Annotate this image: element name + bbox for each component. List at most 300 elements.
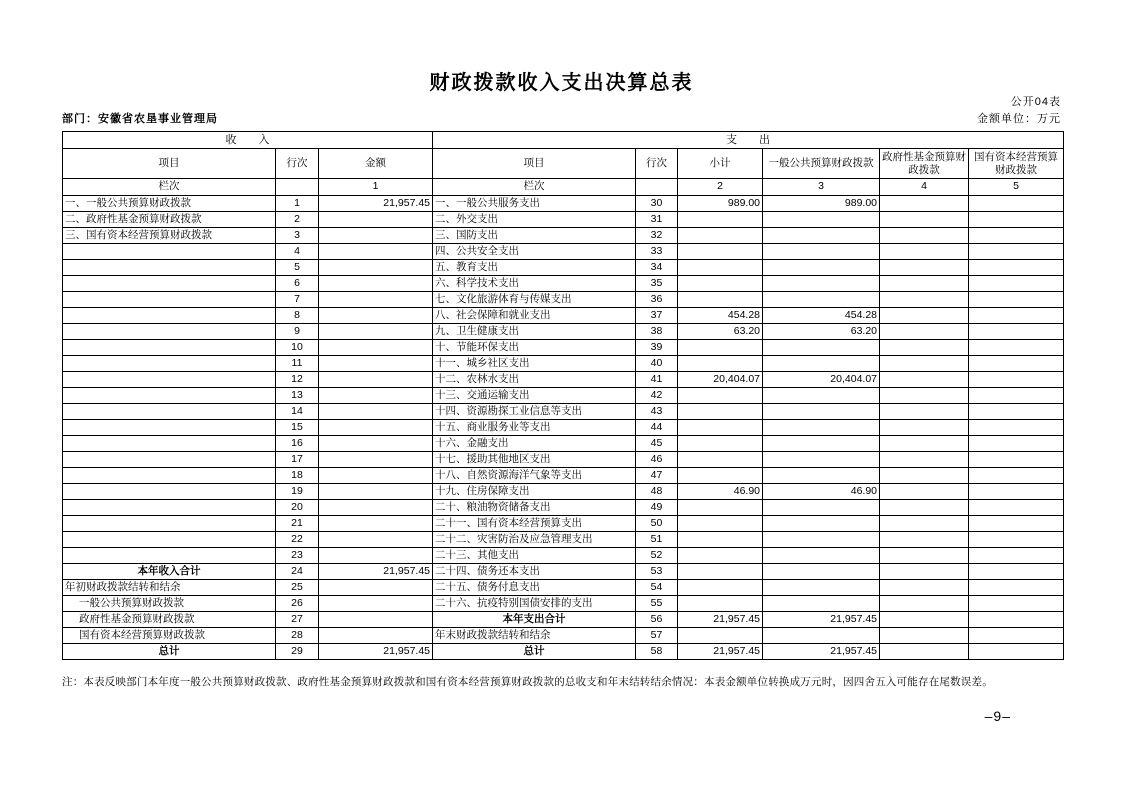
expense-subtotal-cell <box>678 260 763 276</box>
expense-govfund-cell <box>880 596 969 612</box>
expense-item-cell: 十二、农林水支出 <box>433 372 636 388</box>
expense-subtotal-cell: 63.20 <box>678 324 763 340</box>
income-item-cell: 国有资本经营预算财政拨款 <box>63 628 276 644</box>
expense-lanci-general-num: 3 <box>763 179 880 196</box>
table-row <box>63 580 1064 596</box>
expense-line-cell: 55 <box>636 596 678 612</box>
income-amount-cell <box>319 612 433 628</box>
expense-item-cell: 十四、资源勘探工业信息等支出 <box>433 404 636 420</box>
income-item-cell: 政府性基金预算财政拨款 <box>63 612 276 628</box>
expense-item-cell: 三、国防支出 <box>433 228 636 244</box>
table-row <box>63 324 1064 340</box>
expense-govfund-cell <box>880 580 969 596</box>
expense-subtotal-cell <box>678 388 763 404</box>
expense-general-cell: 21,957.45 <box>763 644 880 660</box>
income-amount-cell <box>319 356 433 372</box>
expense-statecap-cell <box>969 596 1064 612</box>
expense-general-cell <box>763 516 880 532</box>
expense-govfund-cell <box>880 308 969 324</box>
expense-govfund-cell <box>880 532 969 548</box>
table-row <box>63 212 1064 228</box>
expense-statecap-cell <box>969 468 1064 484</box>
expense-govfund-budget-header: 政府性基金预算财政拨款 <box>880 149 969 179</box>
expense-statecap-cell <box>969 436 1064 452</box>
expense-statecap-cell <box>969 244 1064 260</box>
income-item-cell <box>63 436 276 452</box>
expense-lanci-statecap-num: 5 <box>969 179 1064 196</box>
income-item-cell <box>63 468 276 484</box>
expense-statecap-cell <box>969 308 1064 324</box>
income-lanci-amount-num: 1 <box>319 179 433 196</box>
expense-subtotal-cell <box>678 500 763 516</box>
income-line-cell: 15 <box>276 420 319 436</box>
amount-unit-label: 金额单位：万元 <box>977 113 1061 125</box>
section-header-row <box>63 132 1064 149</box>
expense-statecap-cell <box>969 340 1064 356</box>
expense-subtotal-cell <box>678 212 763 228</box>
income-amount-cell <box>319 580 433 596</box>
expense-line-cell: 52 <box>636 548 678 564</box>
expense-general-cell: 454.28 <box>763 308 880 324</box>
expense-line-cell: 49 <box>636 500 678 516</box>
expense-item-cell: 十一、城乡社区支出 <box>433 356 636 372</box>
expenditure-section-header: 支 出 <box>433 132 1064 149</box>
expense-line-cell: 41 <box>636 372 678 388</box>
expense-line-cell: 32 <box>636 228 678 244</box>
expense-statecap-cell <box>969 228 1064 244</box>
expense-item-cell: 十三、交通运输支出 <box>433 388 636 404</box>
income-item-cell <box>63 484 276 500</box>
expense-govfund-cell <box>880 276 969 292</box>
income-line-cell: 2 <box>276 212 319 228</box>
income-line-cell: 6 <box>276 276 319 292</box>
expense-subtotal-cell: 989.00 <box>678 196 763 212</box>
expense-govfund-cell <box>880 292 969 308</box>
table-row <box>63 372 1064 388</box>
expense-line-cell: 46 <box>636 452 678 468</box>
expense-general-cell <box>763 452 880 468</box>
expense-subtotal-cell <box>678 420 763 436</box>
table-row <box>63 484 1064 500</box>
income-line-cell: 19 <box>276 484 319 500</box>
expense-statecap-cell <box>969 532 1064 548</box>
expense-subtotal-cell <box>678 548 763 564</box>
table-row <box>63 356 1064 372</box>
expense-statecap-cell <box>969 356 1064 372</box>
expense-line-cell: 39 <box>636 340 678 356</box>
expense-line-cell: 50 <box>636 516 678 532</box>
income-line-header: 行次 <box>276 149 319 179</box>
income-line-cell: 3 <box>276 228 319 244</box>
income-amount-cell <box>319 324 433 340</box>
table-row <box>63 468 1064 484</box>
expense-item-cell: 十、节能环保支出 <box>433 340 636 356</box>
income-amount-cell: 21,957.45 <box>319 564 433 580</box>
expense-lanci-subtotal-num: 2 <box>678 179 763 196</box>
expense-item-cell: 九、卫生健康支出 <box>433 324 636 340</box>
expense-line-cell: 38 <box>636 324 678 340</box>
expense-lanci-line-blank <box>636 179 678 196</box>
income-line-cell: 23 <box>276 548 319 564</box>
expense-line-cell: 56 <box>636 612 678 628</box>
expense-govfund-cell <box>880 548 969 564</box>
table-row <box>63 452 1064 468</box>
income-item-cell: 年初财政拨款结转和结余 <box>63 580 276 596</box>
expense-govfund-cell <box>880 484 969 500</box>
expense-general-cell <box>763 532 880 548</box>
expense-item-cell: 六、科学技术支出 <box>433 276 636 292</box>
table-row <box>63 196 1064 212</box>
expense-item-cell: 十六、金融支出 <box>433 436 636 452</box>
expense-line-cell: 54 <box>636 580 678 596</box>
page-number: –9– <box>984 708 1011 724</box>
expense-item-cell: 七、文化旅游体育与传媒支出 <box>433 292 636 308</box>
doc-code-label: 公开04表 <box>1010 96 1061 108</box>
expense-statecap-cell <box>969 452 1064 468</box>
expense-statecap-cell <box>969 292 1064 308</box>
expense-line-cell: 58 <box>636 644 678 660</box>
income-amount-cell <box>319 532 433 548</box>
income-line-cell: 7 <box>276 292 319 308</box>
expense-govfund-cell <box>880 644 969 660</box>
expense-subtotal-cell <box>678 340 763 356</box>
income-item-cell <box>63 372 276 388</box>
expense-statecap-cell <box>969 388 1064 404</box>
expense-statecap-cell <box>969 580 1064 596</box>
income-item-cell <box>63 292 276 308</box>
expense-line-cell: 45 <box>636 436 678 452</box>
income-amount-cell <box>319 404 433 420</box>
expense-subtotal-cell <box>678 292 763 308</box>
expense-general-cell <box>763 276 880 292</box>
expense-general-cell: 63.20 <box>763 324 880 340</box>
expense-subtotal-cell <box>678 452 763 468</box>
expense-item-cell: 年末财政拨款结转和结余 <box>433 628 636 644</box>
income-item-cell <box>63 500 276 516</box>
expense-item-cell: 一、一般公共服务支出 <box>433 196 636 212</box>
income-amount-cell <box>319 500 433 516</box>
expense-item-cell: 二十四、债务还本支出 <box>433 564 636 580</box>
expense-subtotal-cell <box>678 596 763 612</box>
expense-general-cell <box>763 228 880 244</box>
expense-line-cell: 31 <box>636 212 678 228</box>
expense-line-cell: 44 <box>636 420 678 436</box>
expense-subtotal-header: 小计 <box>678 149 763 179</box>
expense-statecap-cell <box>969 500 1064 516</box>
expense-general-cell <box>763 356 880 372</box>
table-row <box>63 340 1064 356</box>
expense-statecap-cell <box>969 372 1064 388</box>
expense-line-cell: 37 <box>636 308 678 324</box>
expense-govfund-cell <box>880 452 969 468</box>
expense-statecap-cell <box>969 260 1064 276</box>
income-item-cell: 一般公共预算财政拨款 <box>63 596 276 612</box>
income-line-cell: 18 <box>276 468 319 484</box>
expense-line-cell: 35 <box>636 276 678 292</box>
expense-subtotal-cell <box>678 228 763 244</box>
income-amount-cell: 21,957.45 <box>319 196 433 212</box>
income-amount-cell <box>319 596 433 612</box>
expense-line-cell: 51 <box>636 532 678 548</box>
income-item-cell <box>63 324 276 340</box>
expense-general-cell <box>763 292 880 308</box>
expense-statecap-cell <box>969 196 1064 212</box>
income-item-cell: 二、政府性基金预算财政拨款 <box>63 212 276 228</box>
expense-statecap-cell <box>969 212 1064 228</box>
income-item-cell: 本年收入合计 <box>63 564 276 580</box>
expense-line-cell: 47 <box>636 468 678 484</box>
expense-subtotal-cell <box>678 436 763 452</box>
income-amount-cell <box>319 468 433 484</box>
table-row <box>63 612 1064 628</box>
expense-general-cell <box>763 500 880 516</box>
income-amount-cell <box>319 308 433 324</box>
expense-subtotal-cell <box>678 628 763 644</box>
expense-item-cell: 八、社会保障和就业支出 <box>433 308 636 324</box>
expense-lanci-label: 栏次 <box>433 179 636 196</box>
expense-general-cell <box>763 468 880 484</box>
income-line-cell: 4 <box>276 244 319 260</box>
expense-item-header: 项目 <box>433 149 636 179</box>
income-line-cell: 17 <box>276 452 319 468</box>
expense-subtotal-cell <box>678 532 763 548</box>
expense-subtotal-cell <box>678 356 763 372</box>
table-row <box>63 564 1064 580</box>
expense-item-cell: 二十二、灾害防治及应急管理支出 <box>433 532 636 548</box>
expense-subtotal-cell: 21,957.45 <box>678 644 763 660</box>
expense-line-cell: 57 <box>636 628 678 644</box>
income-amount-cell <box>319 276 433 292</box>
income-amount-cell <box>319 244 433 260</box>
expense-subtotal-cell <box>678 564 763 580</box>
table-row <box>63 388 1064 404</box>
expense-subtotal-cell <box>678 404 763 420</box>
table-row <box>63 420 1064 436</box>
expense-statecap-cell <box>969 644 1064 660</box>
table-row <box>63 596 1064 612</box>
income-line-cell: 20 <box>276 500 319 516</box>
expense-item-cell: 十七、援助其他地区支出 <box>433 452 636 468</box>
income-line-cell: 9 <box>276 324 319 340</box>
expense-govfund-cell <box>880 324 969 340</box>
table-row <box>63 436 1064 452</box>
expense-line-cell: 36 <box>636 292 678 308</box>
income-amount-cell <box>319 260 433 276</box>
column-number-row <box>63 179 1064 196</box>
expense-govfund-cell <box>880 420 969 436</box>
expense-statecap-cell <box>969 324 1064 340</box>
expense-statecap-cell <box>969 548 1064 564</box>
income-line-cell: 10 <box>276 340 319 356</box>
income-amount-cell <box>319 340 433 356</box>
expense-subtotal-cell: 20,404.07 <box>678 372 763 388</box>
expense-statecap-cell <box>969 484 1064 500</box>
table-row <box>63 644 1064 660</box>
expense-general-cell <box>763 212 880 228</box>
table-row <box>63 244 1064 260</box>
income-item-cell <box>63 356 276 372</box>
expense-govfund-cell <box>880 628 969 644</box>
table-body <box>63 196 1064 660</box>
expense-general-cell <box>763 564 880 580</box>
expense-govfund-cell <box>880 436 969 452</box>
income-amount-cell <box>319 436 433 452</box>
expense-item-cell: 二十六、抗疫特别国债安排的支出 <box>433 596 636 612</box>
income-item-cell <box>63 260 276 276</box>
department-label: 部门：安徽省农垦事业管理局 <box>62 113 218 125</box>
expense-statecap-cell <box>969 276 1064 292</box>
expense-line-cell: 30 <box>636 196 678 212</box>
expense-item-cell: 二十、粮油物资储备支出 <box>433 500 636 516</box>
income-line-cell: 13 <box>276 388 319 404</box>
income-line-cell: 21 <box>276 516 319 532</box>
expense-general-cell: 21,957.45 <box>763 612 880 628</box>
income-amount-cell <box>319 628 433 644</box>
page-title: 财政拨款收入支出决算总表 <box>429 72 694 94</box>
expense-item-cell: 二十一、国有资本经营预算支出 <box>433 516 636 532</box>
expense-govfund-cell <box>880 516 969 532</box>
income-lanci-line-blank <box>276 179 319 196</box>
income-item-cell <box>63 516 276 532</box>
footnote: 注：本表反映部门本年度一般公共预算财政拨款、政府性基金预算财政拨款和国有资本经营预算财政拨款的总收支和年末结转结余情况：本表金额单位转换成万元时，因四舍五入可能存在尾数误差。 <box>62 676 993 688</box>
column-header-row <box>63 149 1064 179</box>
income-amount-cell <box>319 452 433 468</box>
income-line-cell: 1 <box>276 196 319 212</box>
table-row <box>63 628 1064 644</box>
income-item-cell <box>63 420 276 436</box>
income-amount-cell <box>319 516 433 532</box>
expense-general-cell <box>763 244 880 260</box>
income-section-header: 收 入 <box>63 132 433 149</box>
expense-line-cell: 53 <box>636 564 678 580</box>
expense-govfund-cell <box>880 388 969 404</box>
income-item-cell <box>63 308 276 324</box>
expense-line-cell: 40 <box>636 356 678 372</box>
income-item-cell: 三、国有资本经营预算财政拨款 <box>63 228 276 244</box>
expense-subtotal-cell: 46.90 <box>678 484 763 500</box>
expense-subtotal-cell <box>678 244 763 260</box>
expense-general-cell <box>763 548 880 564</box>
income-lanci-label: 栏次 <box>63 179 276 196</box>
expense-statecap-cell <box>969 564 1064 580</box>
income-line-cell: 14 <box>276 404 319 420</box>
expense-line-cell: 42 <box>636 388 678 404</box>
expense-item-cell: 总计 <box>433 644 636 660</box>
expense-item-cell: 十五、商业服务业等支出 <box>433 420 636 436</box>
expense-statecap-cell <box>969 516 1064 532</box>
income-item-cell <box>63 244 276 260</box>
expense-line-cell: 34 <box>636 260 678 276</box>
table-row <box>63 532 1064 548</box>
expense-govfund-cell <box>880 356 969 372</box>
expense-govfund-cell <box>880 612 969 628</box>
expense-subtotal-cell <box>678 580 763 596</box>
expense-govfund-cell <box>880 372 969 388</box>
expense-statecap-cell <box>969 628 1064 644</box>
income-line-cell: 24 <box>276 564 319 580</box>
income-line-cell: 25 <box>276 580 319 596</box>
expense-govfund-cell <box>880 228 969 244</box>
income-line-cell: 29 <box>276 644 319 660</box>
expense-subtotal-cell: 454.28 <box>678 308 763 324</box>
expense-general-cell <box>763 436 880 452</box>
expense-item-cell: 二十五、债务付息支出 <box>433 580 636 596</box>
income-amount-cell: 21,957.45 <box>319 644 433 660</box>
table-row <box>63 292 1064 308</box>
expense-subtotal-cell: 21,957.45 <box>678 612 763 628</box>
table-row <box>63 276 1064 292</box>
expense-govfund-cell <box>880 212 969 228</box>
expense-govfund-cell <box>880 340 969 356</box>
expense-govfund-cell <box>880 196 969 212</box>
table-row <box>63 516 1064 532</box>
income-amount-cell <box>319 228 433 244</box>
income-item-cell <box>63 388 276 404</box>
income-line-cell: 22 <box>276 532 319 548</box>
fiscal-summary-table <box>62 131 1064 660</box>
expense-govfund-cell <box>880 500 969 516</box>
income-amount-cell <box>319 212 433 228</box>
income-item-cell <box>63 276 276 292</box>
expense-lanci-govfund-num: 4 <box>880 179 969 196</box>
expense-general-cell <box>763 260 880 276</box>
expense-line-header: 行次 <box>636 149 678 179</box>
income-item-cell <box>63 340 276 356</box>
expense-general-cell <box>763 404 880 420</box>
expense-general-cell: 20,404.07 <box>763 372 880 388</box>
expense-govfund-cell <box>880 244 969 260</box>
expense-subtotal-cell <box>678 516 763 532</box>
income-amount-header: 金额 <box>319 149 433 179</box>
income-item-cell <box>63 532 276 548</box>
income-amount-cell <box>319 420 433 436</box>
expense-statecap-cell <box>969 404 1064 420</box>
income-line-cell: 16 <box>276 436 319 452</box>
income-amount-cell <box>319 388 433 404</box>
income-line-cell: 8 <box>276 308 319 324</box>
income-amount-cell <box>319 548 433 564</box>
income-item-cell: 总计 <box>63 644 276 660</box>
expense-general-budget-header: 一般公共预算财政拨款 <box>763 149 880 179</box>
expense-general-cell <box>763 628 880 644</box>
expense-general-cell <box>763 340 880 356</box>
table-row <box>63 548 1064 564</box>
table-row <box>63 308 1064 324</box>
expense-govfund-cell <box>880 468 969 484</box>
expense-subtotal-cell <box>678 276 763 292</box>
expense-govfund-cell <box>880 260 969 276</box>
income-item-header: 项目 <box>63 149 276 179</box>
expense-line-cell: 43 <box>636 404 678 420</box>
expense-general-cell <box>763 580 880 596</box>
table-row <box>63 500 1064 516</box>
income-item-cell: 一、一般公共预算财政拨款 <box>63 196 276 212</box>
table-row <box>63 228 1064 244</box>
income-amount-cell <box>319 292 433 308</box>
income-amount-cell <box>319 484 433 500</box>
expense-item-cell: 十八、自然资源海洋气象等支出 <box>433 468 636 484</box>
expense-line-cell: 48 <box>636 484 678 500</box>
expense-line-cell: 33 <box>636 244 678 260</box>
expense-general-cell <box>763 420 880 436</box>
income-line-cell: 5 <box>276 260 319 276</box>
expense-general-cell <box>763 596 880 612</box>
income-item-cell <box>63 452 276 468</box>
expense-general-cell: 46.90 <box>763 484 880 500</box>
income-item-cell <box>63 404 276 420</box>
expense-item-cell: 四、公共安全支出 <box>433 244 636 260</box>
expense-statecap-cell <box>969 612 1064 628</box>
